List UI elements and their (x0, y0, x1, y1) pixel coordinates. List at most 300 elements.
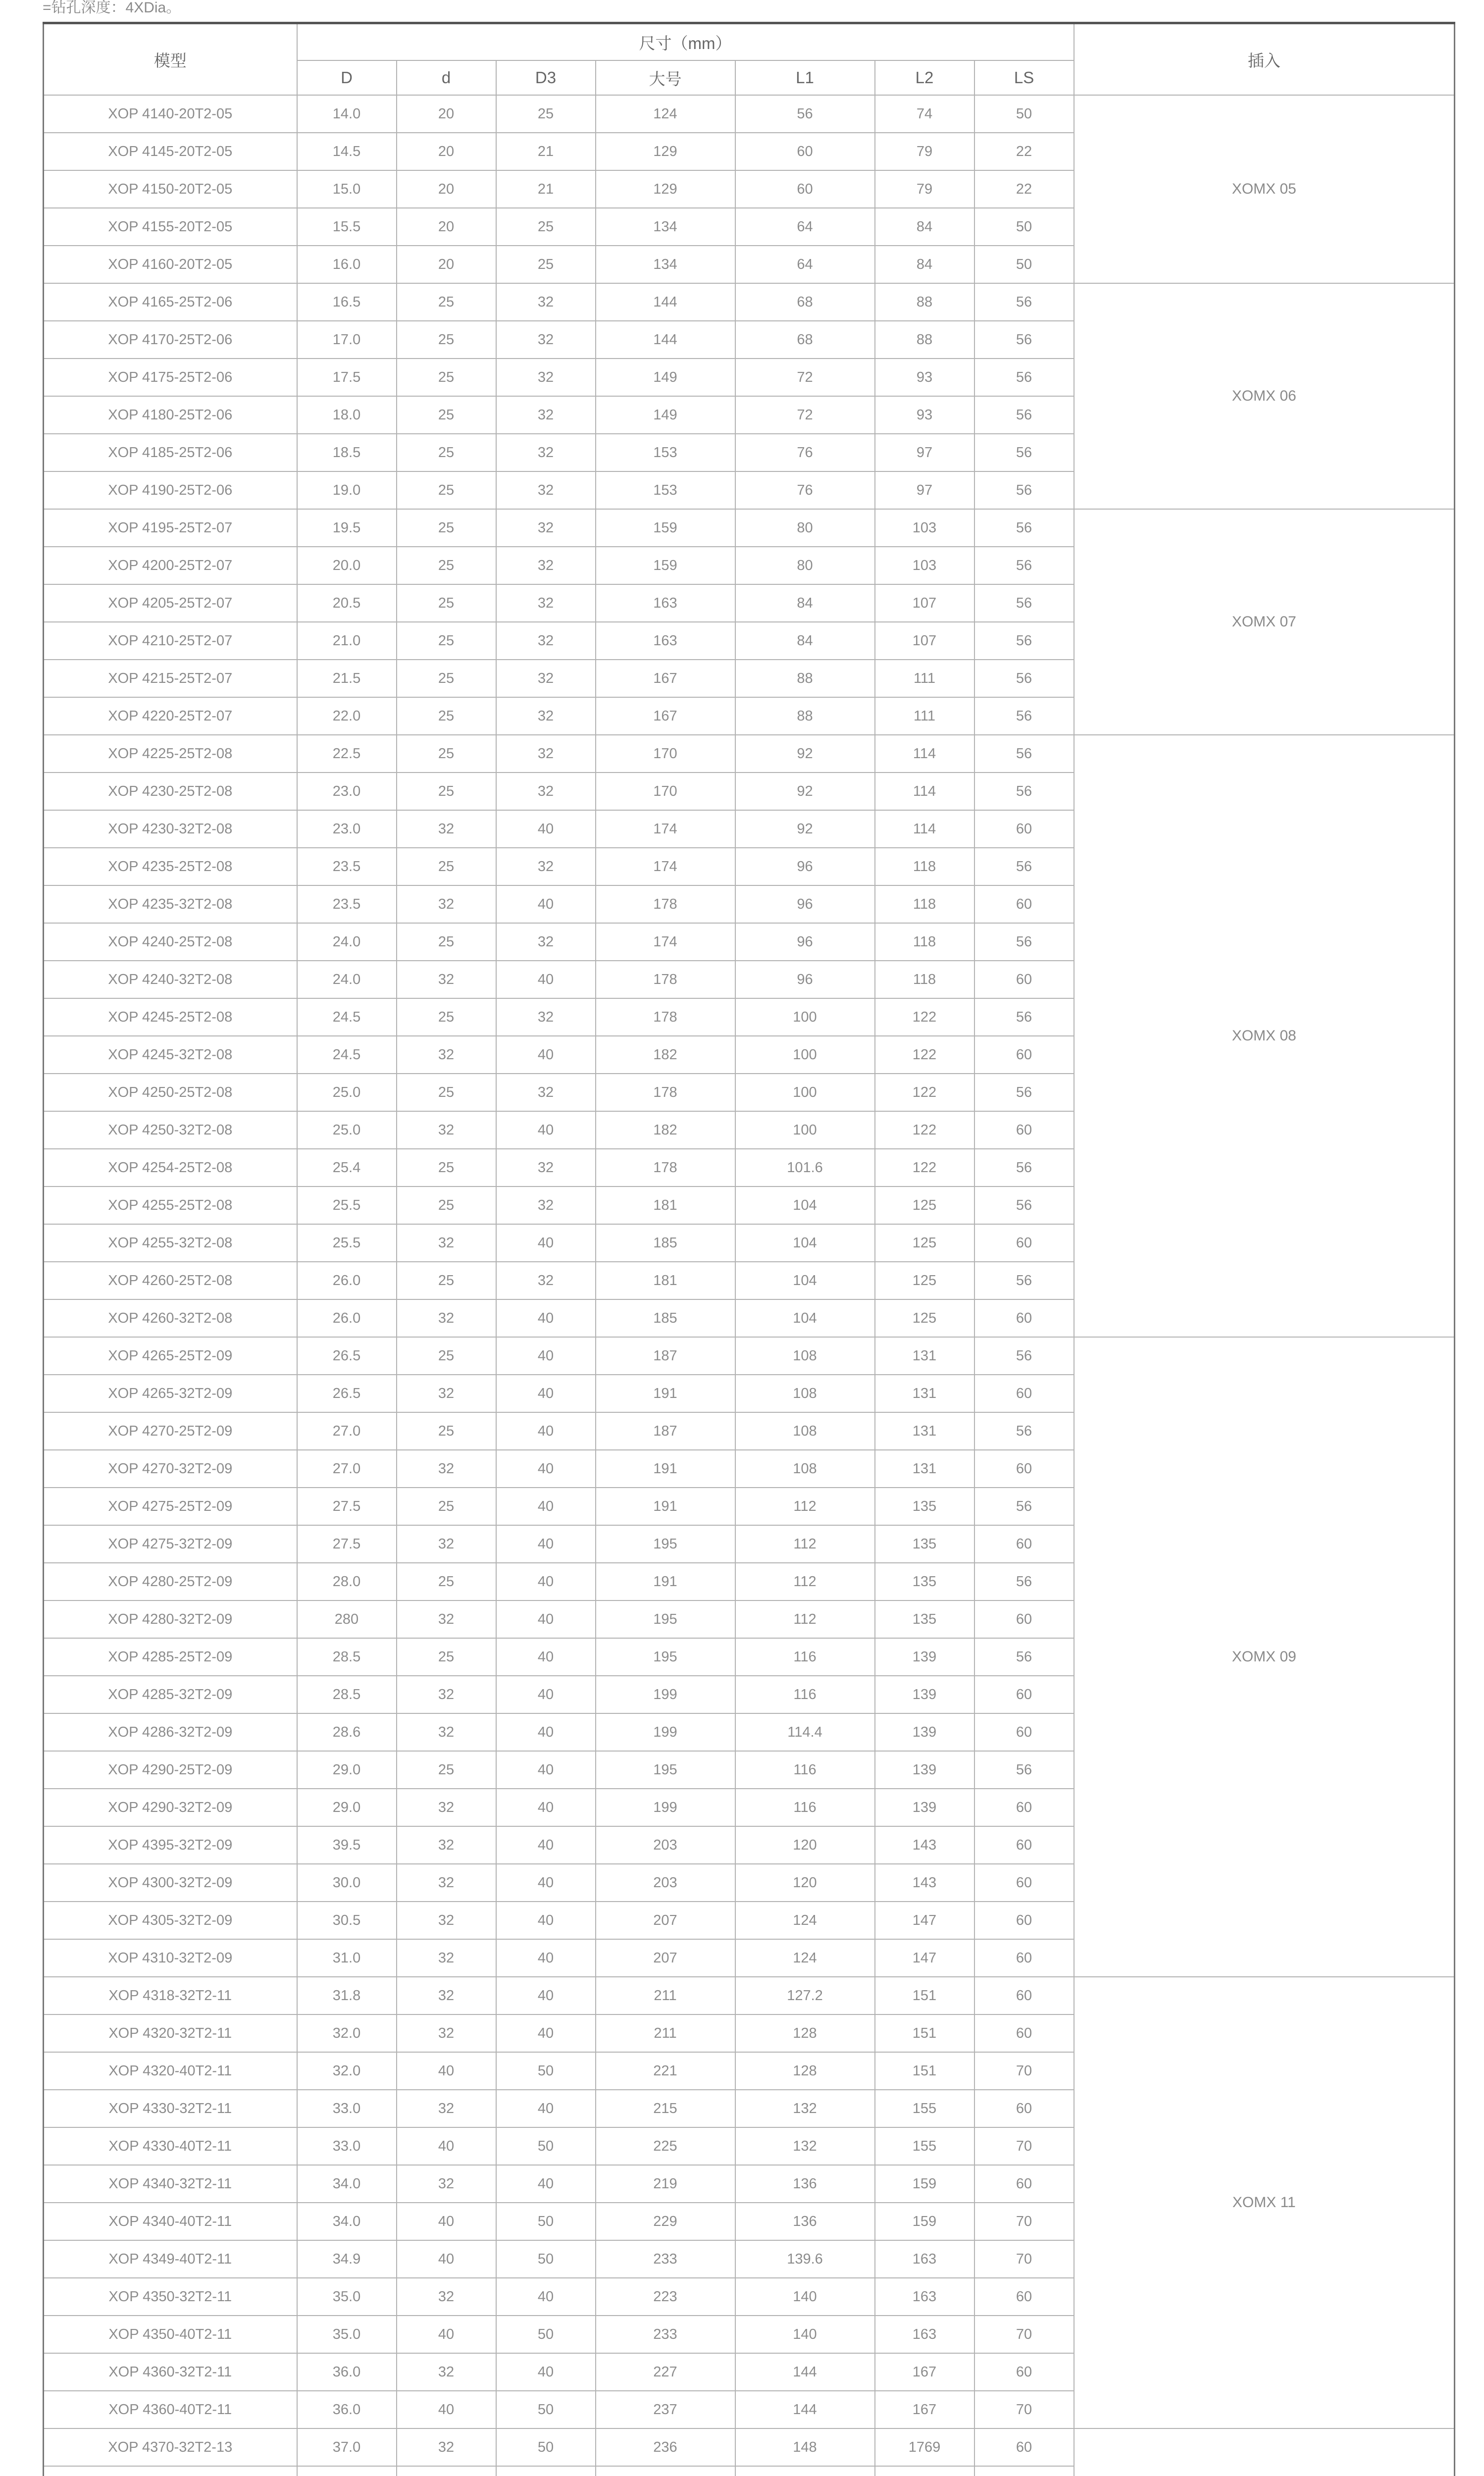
d-shank-cell: 25 (397, 283, 496, 321)
d-shank-cell: 32 (397, 1525, 496, 1563)
d-shank-cell: 20 (397, 208, 496, 246)
ls-cell: 60 (974, 1826, 1074, 1864)
d3-cell: 25 (496, 246, 596, 283)
model-cell: XOP 4318-32T2-11 (44, 1977, 297, 2014)
size-cell: 144 (596, 283, 735, 321)
l1-cell: 104 (735, 1299, 875, 1337)
d-shank-cell: 25 (397, 359, 496, 396)
size-cell: 178 (596, 1149, 735, 1186)
ls-cell: 56 (974, 547, 1074, 584)
d-shank-cell: 25 (397, 848, 496, 885)
size-cell: 153 (596, 471, 735, 509)
d-major-cell: 28.5 (297, 1676, 397, 1713)
d-shank-cell: 32 (397, 1111, 496, 1149)
d-major-cell: 23.0 (297, 810, 397, 848)
column-header-LS: LS (974, 60, 1074, 95)
model-cell: XOP 4285-32T2-09 (44, 1676, 297, 1713)
model-cell: XOP 4180-25T2-06 (44, 396, 297, 434)
model-cell: XOP 4210-25T2-07 (44, 622, 297, 660)
drilling-depth-note: =钻孔深度：4XDia。 (43, 0, 181, 16)
d-shank-cell: 32 (397, 1977, 496, 2014)
size-cell: 191 (596, 1563, 735, 1600)
d-shank-cell: 25 (397, 547, 496, 584)
d-major-cell: 20.0 (297, 547, 397, 584)
d-shank-cell: 32 (397, 1450, 496, 1488)
d-shank-cell: 25 (397, 622, 496, 660)
l1-cell: 140 (735, 2316, 875, 2353)
size-cell: 178 (596, 998, 735, 1036)
d3-cell: 40 (496, 2090, 596, 2127)
model-cell: XOP 4165-25T2-06 (44, 283, 297, 321)
ls-cell: 70 (974, 2052, 1074, 2090)
d-major-cell: 33.0 (297, 2127, 397, 2165)
l2-cell: 111 (875, 697, 974, 735)
size-cell: 167 (596, 697, 735, 735)
d-major-cell: 35.0 (297, 2316, 397, 2353)
l2-cell: 125 (875, 1224, 974, 1262)
d3-cell: 32 (496, 848, 596, 885)
insert-cell: XOMX 05 (1074, 95, 1455, 283)
column-header-d: d (397, 60, 496, 95)
l1-cell: 84 (735, 584, 875, 622)
l2-cell: 125 (875, 1299, 974, 1337)
d-shank-cell: 32 (397, 1600, 496, 1638)
l1-cell: 60 (735, 170, 875, 208)
l2-cell: 147 (875, 1902, 974, 1939)
size-cell: 221 (596, 2052, 735, 2090)
l1-cell: 108 (735, 1412, 875, 1450)
l1-cell: 92 (735, 773, 875, 810)
d3-cell: 40 (496, 1751, 596, 1789)
l1-cell: 104 (735, 1186, 875, 1224)
d-shank-cell: 32 (397, 1224, 496, 1262)
model-cell: XOP 4270-25T2-09 (44, 1412, 297, 1450)
l2-cell: 163 (875, 2316, 974, 2353)
l2-cell: 139 (875, 1789, 974, 1826)
l2-cell: 155 (875, 2090, 974, 2127)
dimensions-group-header: 尺寸（mm） (297, 23, 1074, 61)
l2-cell: 143 (875, 1826, 974, 1864)
d3-cell: 40 (496, 1036, 596, 1074)
size-cell: 178 (596, 961, 735, 998)
d-major-cell: 27.5 (297, 1525, 397, 1563)
table-row (44, 1977, 1455, 2014)
d-major-cell: 31.8 (297, 1977, 397, 2014)
d-shank-cell: 25 (397, 735, 496, 773)
ls-cell: 60 (974, 1224, 1074, 1262)
ls-cell: 56 (974, 1149, 1074, 1186)
size-cell: 187 (596, 1412, 735, 1450)
l2-cell: 84 (875, 246, 974, 283)
d-major-cell: 34.0 (297, 2165, 397, 2203)
ls-cell: 56 (974, 1337, 1074, 1375)
size-cell: 159 (596, 547, 735, 584)
size-cell: 229 (596, 2203, 735, 2240)
l1-cell: 108 (735, 1375, 875, 1412)
l1-cell: 80 (735, 509, 875, 547)
d3-cell: 40 (496, 1600, 596, 1638)
insert-cell: XOMX 09 (1074, 1337, 1455, 1977)
l1-cell: 72 (735, 396, 875, 434)
d-shank-cell: 32 (397, 2090, 496, 2127)
ls-cell: 60 (974, 1713, 1074, 1751)
model-header: 模型 (44, 23, 297, 96)
size-cell: 163 (596, 622, 735, 660)
d-major-cell: 30.5 (297, 1902, 397, 1939)
size-cell: 199 (596, 1789, 735, 1826)
l1-cell: 96 (735, 885, 875, 923)
insert-cell: XOMX 11 (1074, 1977, 1455, 2428)
d-shank-cell: 40 (397, 2203, 496, 2240)
d-major-cell: 23.5 (297, 848, 397, 885)
l2-cell: 118 (875, 961, 974, 998)
model-cell (44, 2466, 297, 2476)
size-cell: 233 (596, 2240, 735, 2278)
size-cell: 174 (596, 810, 735, 848)
l2-cell: 103 (875, 509, 974, 547)
l1-cell: 100 (735, 1074, 875, 1111)
l1-cell: 120 (735, 1826, 875, 1864)
size-cell: 187 (596, 1337, 735, 1375)
model-cell: XOP 4190-25T2-06 (44, 471, 297, 509)
ls-cell: 60 (974, 2090, 1074, 2127)
d-major-cell: 27.5 (297, 1488, 397, 1525)
size-cell: 129 (596, 170, 735, 208)
model-cell: XOP 4230-32T2-08 (44, 810, 297, 848)
d3-cell: 32 (496, 998, 596, 1036)
size-cell: 170 (596, 735, 735, 773)
d3-cell: 40 (496, 1488, 596, 1525)
d-shank-cell: 40 (397, 2127, 496, 2165)
model-cell: XOP 4175-25T2-06 (44, 359, 297, 396)
d3-cell: 40 (496, 1676, 596, 1713)
d-shank-cell: 25 (397, 1638, 496, 1676)
d-shank-cell: 25 (397, 1412, 496, 1450)
ls-cell: 60 (974, 1902, 1074, 1939)
ls-cell: 60 (974, 2014, 1074, 2052)
d-major-cell: 29.0 (297, 1751, 397, 1789)
d-major-cell: 23.5 (297, 885, 397, 923)
model-cell: XOP 4305-32T2-09 (44, 1902, 297, 1939)
d-major-cell: 24.5 (297, 998, 397, 1036)
size-cell: 124 (596, 95, 735, 133)
column-header-L1: L1 (735, 60, 875, 95)
ls-cell: 60 (974, 1375, 1074, 1412)
insert-header: 插入 (1074, 23, 1455, 96)
l1-cell: 100 (735, 1036, 875, 1074)
l1-cell: 132 (735, 2090, 875, 2127)
size-cell: 195 (596, 1638, 735, 1676)
d-shank-cell: 32 (397, 1036, 496, 1074)
d-shank-cell: 25 (397, 1186, 496, 1224)
d-shank-cell: 20 (397, 95, 496, 133)
d-shank-cell: 25 (397, 434, 496, 471)
l1-cell: 148 (735, 2428, 875, 2466)
table-row (44, 95, 1455, 133)
column-header-L2: L2 (875, 60, 974, 95)
size-cell: 134 (596, 246, 735, 283)
ls-cell: 56 (974, 1488, 1074, 1525)
d-major-cell: 23.0 (297, 773, 397, 810)
d-shank-cell: 40 (397, 2052, 496, 2090)
d3-cell: 40 (496, 2278, 596, 2316)
l2-cell: 88 (875, 321, 974, 359)
d-major-cell: 18.5 (297, 434, 397, 471)
d-major-cell: 25.5 (297, 1186, 397, 1224)
ls-cell: 60 (974, 1600, 1074, 1638)
drill-spec-table (43, 22, 1455, 2476)
d-major-cell: 14.0 (297, 95, 397, 133)
d-shank-cell: 25 (397, 584, 496, 622)
d-major-cell: 32.0 (297, 2052, 397, 2090)
d3-cell: 40 (496, 1864, 596, 1902)
model-cell: XOP 4255-25T2-08 (44, 1186, 297, 1224)
size-cell: 211 (596, 2014, 735, 2052)
d-major-cell: 17.0 (297, 321, 397, 359)
size-cell: 144 (596, 321, 735, 359)
l1-cell: 88 (735, 660, 875, 697)
l2-cell: 151 (875, 2052, 974, 2090)
d-shank-cell: 25 (397, 998, 496, 1036)
model-cell: XOP 4225-25T2-08 (44, 735, 297, 773)
d-shank-cell: 25 (397, 1488, 496, 1525)
d-shank-cell: 20 (397, 246, 496, 283)
d3-cell: 32 (496, 1074, 596, 1111)
d3-cell: 40 (496, 961, 596, 998)
ls-cell: 50 (974, 208, 1074, 246)
size-cell: 227 (596, 2353, 735, 2391)
l2-cell: 1769 (875, 2428, 974, 2466)
model-cell: XOP 4330-40T2-11 (44, 2127, 297, 2165)
l2-cell: 159 (875, 2203, 974, 2240)
l2-cell: 122 (875, 1074, 974, 1111)
column-header-size: 大号 (596, 60, 735, 95)
l1-cell: 139.6 (735, 2240, 875, 2278)
d-major-cell: 21.0 (297, 622, 397, 660)
d-major-cell: 19.0 (297, 471, 397, 509)
ls-cell: 56 (974, 471, 1074, 509)
model-cell: XOP 4205-25T2-07 (44, 584, 297, 622)
model-cell: XOP 4215-25T2-07 (44, 660, 297, 697)
d-shank-cell: 32 (397, 1676, 496, 1713)
l2-cell: 131 (875, 1337, 974, 1375)
l1-cell (735, 2466, 875, 2476)
column-header-D3: D3 (496, 60, 596, 95)
l1-cell: 92 (735, 810, 875, 848)
d3-cell: 25 (496, 208, 596, 246)
ls-cell: 70 (974, 2240, 1074, 2278)
l2-cell: 139 (875, 1676, 974, 1713)
l1-cell: 100 (735, 998, 875, 1036)
model-cell: XOP 4160-20T2-05 (44, 246, 297, 283)
l2-cell: 88 (875, 283, 974, 321)
model-cell: XOP 4265-25T2-09 (44, 1337, 297, 1375)
model-cell: XOP 4360-32T2-11 (44, 2353, 297, 2391)
d-major-cell: 25.4 (297, 1149, 397, 1186)
d-major-cell: 25.0 (297, 1074, 397, 1111)
d-shank-cell: 25 (397, 1337, 496, 1375)
size-cell: 174 (596, 923, 735, 961)
model-cell: XOP 4360-40T2-11 (44, 2391, 297, 2428)
model-cell: XOP 4395-32T2-09 (44, 1826, 297, 1864)
ls-cell: 60 (974, 2278, 1074, 2316)
ls-cell: 60 (974, 1789, 1074, 1826)
model-cell: XOP 4260-25T2-08 (44, 1262, 297, 1299)
l2-cell: 131 (875, 1375, 974, 1412)
d3-cell: 25 (496, 95, 596, 133)
ls-cell: 70 (974, 2127, 1074, 2165)
d3-cell: 40 (496, 885, 596, 923)
l1-cell: 128 (735, 2052, 875, 2090)
l2-cell: 97 (875, 434, 974, 471)
l2-cell: 93 (875, 396, 974, 434)
l2-cell: 114 (875, 735, 974, 773)
l1-cell: 112 (735, 1600, 875, 1638)
d-major-cell: 26.5 (297, 1337, 397, 1375)
d-shank-cell: 32 (397, 2353, 496, 2391)
d-shank-cell: 25 (397, 471, 496, 509)
d-shank-cell: 32 (397, 1826, 496, 1864)
ls-cell (974, 2466, 1074, 2476)
d3-cell: 40 (496, 1902, 596, 1939)
l2-cell: 135 (875, 1600, 974, 1638)
l2-cell: 118 (875, 848, 974, 885)
l2-cell: 135 (875, 1488, 974, 1525)
l1-cell: 114.4 (735, 1713, 875, 1751)
d-major-cell: 25.5 (297, 1224, 397, 1262)
d-shank-cell: 32 (397, 2165, 496, 2203)
d-major-cell: 26.0 (297, 1299, 397, 1337)
l1-cell: 68 (735, 283, 875, 321)
d3-cell: 32 (496, 622, 596, 660)
l1-cell: 56 (735, 95, 875, 133)
d3-cell: 32 (496, 773, 596, 810)
insert-cell: XOMX 07 (1074, 509, 1455, 735)
size-cell: 182 (596, 1036, 735, 1074)
table-row (44, 735, 1455, 773)
size-cell: 219 (596, 2165, 735, 2203)
l1-cell: 144 (735, 2391, 875, 2428)
header-row-top (44, 23, 1455, 61)
l2-cell: 122 (875, 1111, 974, 1149)
d-shank-cell: 25 (397, 923, 496, 961)
d-major-cell: 28.5 (297, 1638, 397, 1676)
d3-cell: 40 (496, 1224, 596, 1262)
model-cell: XOP 4240-25T2-08 (44, 923, 297, 961)
l2-cell: 114 (875, 773, 974, 810)
model-cell: XOP 4370-32T2-13 (44, 2428, 297, 2466)
d-shank-cell: 25 (397, 1563, 496, 1600)
ls-cell: 56 (974, 1751, 1074, 1789)
d-major-cell: 280 (297, 1600, 397, 1638)
d3-cell: 32 (496, 660, 596, 697)
model-cell: XOP 4340-32T2-11 (44, 2165, 297, 2203)
model-cell: XOP 4250-32T2-08 (44, 1111, 297, 1149)
l1-cell: 76 (735, 471, 875, 509)
l1-cell: 124 (735, 1902, 875, 1939)
l1-cell: 132 (735, 2127, 875, 2165)
size-cell: 129 (596, 133, 735, 170)
size-cell: 191 (596, 1450, 735, 1488)
l2-cell: 122 (875, 998, 974, 1036)
l2-cell: 107 (875, 584, 974, 622)
d-major-cell: 20.5 (297, 584, 397, 622)
d-shank-cell: 32 (397, 885, 496, 923)
size-cell: 153 (596, 434, 735, 471)
l2-cell: 135 (875, 1563, 974, 1600)
size-cell: 211 (596, 1977, 735, 2014)
d-shank-cell: 25 (397, 321, 496, 359)
l2-cell: 118 (875, 885, 974, 923)
d3-cell: 40 (496, 2014, 596, 2052)
model-cell: XOP 4245-32T2-08 (44, 1036, 297, 1074)
size-cell: 174 (596, 848, 735, 885)
d-shank-cell: 32 (397, 961, 496, 998)
model-cell: XOP 4245-25T2-08 (44, 998, 297, 1036)
d3-cell: 40 (496, 1939, 596, 1977)
model-cell: XOP 4310-32T2-09 (44, 1939, 297, 1977)
l1-cell: 140 (735, 2278, 875, 2316)
d-major-cell: 22.0 (297, 697, 397, 735)
ls-cell: 70 (974, 2203, 1074, 2240)
size-cell: 163 (596, 584, 735, 622)
model-cell: XOP 4286-32T2-09 (44, 1713, 297, 1751)
model-cell: XOP 4320-40T2-11 (44, 2052, 297, 2090)
d-major-cell: 36.0 (297, 2391, 397, 2428)
d-major-cell: 33.0 (297, 2090, 397, 2127)
d3-cell: 32 (496, 1186, 596, 1224)
model-cell: XOP 4285-25T2-09 (44, 1638, 297, 1676)
size-cell: 203 (596, 1826, 735, 1864)
ls-cell: 56 (974, 735, 1074, 773)
d3-cell: 32 (496, 1149, 596, 1186)
l2-cell: 131 (875, 1450, 974, 1488)
model-cell: XOP 4350-40T2-11 (44, 2316, 297, 2353)
size-cell: 159 (596, 509, 735, 547)
d3-cell: 40 (496, 1789, 596, 1826)
ls-cell: 56 (974, 321, 1074, 359)
size-cell: 207 (596, 1939, 735, 1977)
d3-cell: 40 (496, 1713, 596, 1751)
d-major-cell: 21.5 (297, 660, 397, 697)
d-major-cell: 26.5 (297, 1375, 397, 1412)
size-cell: 225 (596, 2127, 735, 2165)
d-major-cell: 16.5 (297, 283, 397, 321)
l1-cell: 96 (735, 923, 875, 961)
d-major-cell: 28.6 (297, 1713, 397, 1751)
size-cell: 134 (596, 208, 735, 246)
ls-cell: 60 (974, 1450, 1074, 1488)
d3-cell: 40 (496, 1450, 596, 1488)
model-cell: XOP 4250-25T2-08 (44, 1074, 297, 1111)
l1-cell: 108 (735, 1337, 875, 1375)
l1-cell: 72 (735, 359, 875, 396)
model-cell: XOP 4330-32T2-11 (44, 2090, 297, 2127)
d-shank-cell: 25 (397, 1751, 496, 1789)
l2-cell: 125 (875, 1262, 974, 1299)
d3-cell: 32 (496, 923, 596, 961)
l1-cell: 104 (735, 1224, 875, 1262)
ls-cell: 56 (974, 283, 1074, 321)
l1-cell: 136 (735, 2203, 875, 2240)
l2-cell: 93 (875, 359, 974, 396)
size-cell: 199 (596, 1713, 735, 1751)
d-major-cell: 17.5 (297, 359, 397, 396)
ls-cell: 56 (974, 1186, 1074, 1224)
d3-cell: 21 (496, 133, 596, 170)
size-cell: 195 (596, 1525, 735, 1563)
size-cell: 195 (596, 1751, 735, 1789)
